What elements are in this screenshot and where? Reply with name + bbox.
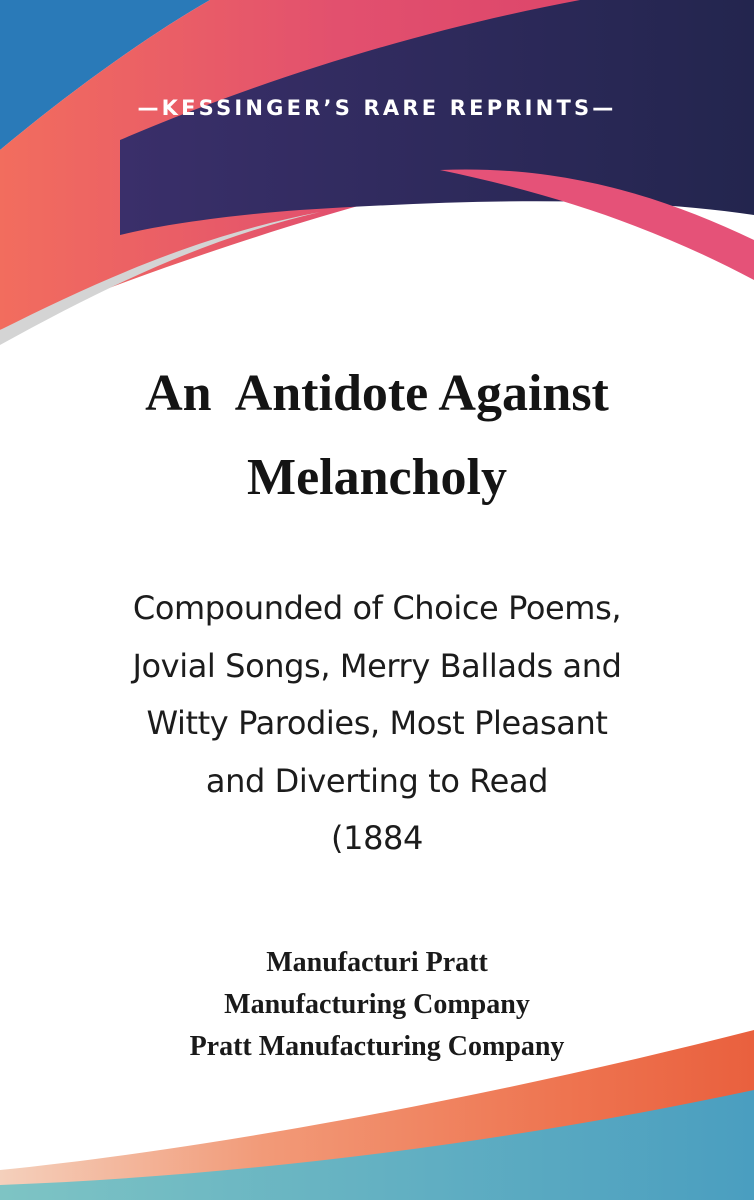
title-line: Melancholy (247, 449, 507, 506)
title-line: An Antidote Against (145, 365, 609, 422)
subtitle-line: Jovial Songs, Merry Ballads and (132, 646, 622, 685)
subtitle-line: and Diverting to Read (205, 761, 549, 800)
author-line: Pratt Manufacturing Company (189, 1031, 565, 1062)
subtitle-line: Compounded of Choice Poems, (132, 589, 622, 627)
author-line: Manufacturing Company (224, 989, 530, 1020)
author-line: Manufacturi Pratt (266, 947, 488, 978)
series-banner: —KESSINGER’S RARE REPRINTS— (137, 96, 617, 120)
subtitle-line: (1884 (331, 819, 423, 857)
book-subtitle (40, 580, 714, 868)
book-title (40, 352, 714, 520)
book-authors (40, 942, 714, 1068)
subtitle-line: Witty Parodies, Most Pleasant (146, 704, 608, 742)
